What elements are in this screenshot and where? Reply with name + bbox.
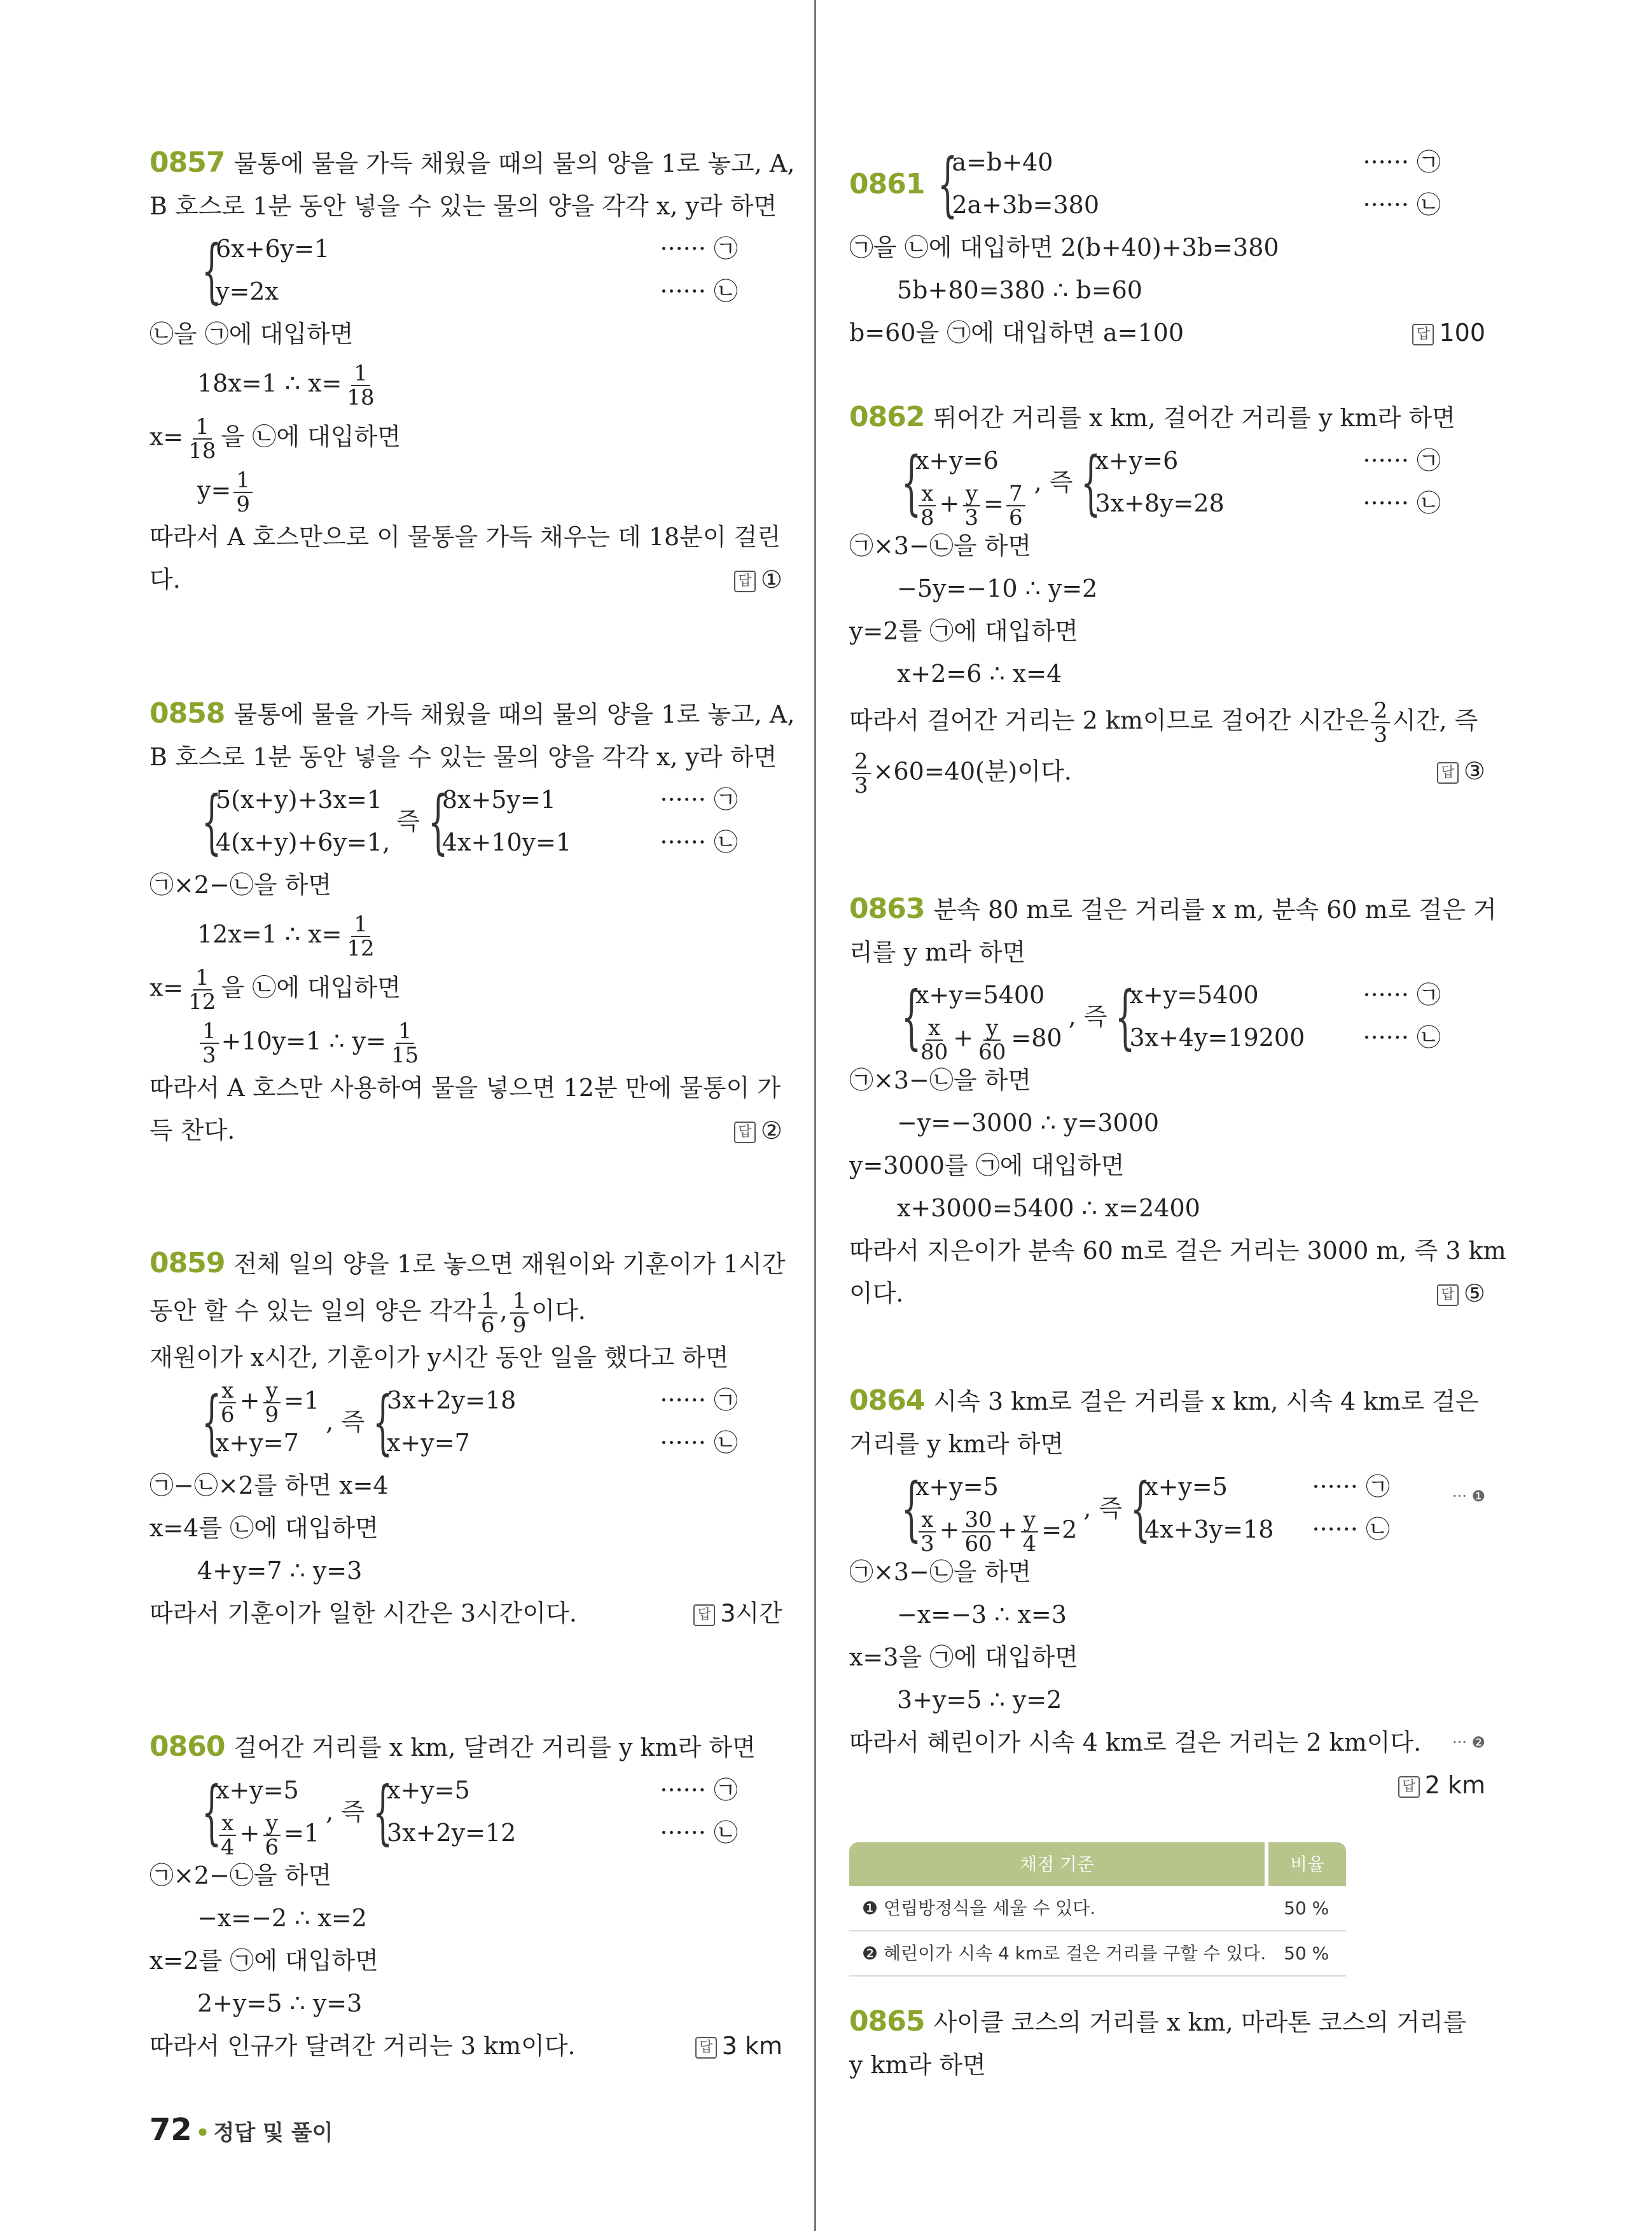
- fraction: $\frac{y}{3}$: [962, 482, 981, 529]
- text-line: 물통에 물을 가득 채웠을 때의 물의 양을 1로 놓고, A,: [233, 149, 795, 177]
- math-line: 2+y=5 ∴ y=3: [197, 1989, 363, 2017]
- math-line: $\frac{1}{3}$ +10y=1 ∴ y= $\frac{1}{15}$: [149, 1020, 782, 1067]
- equation: x+y=6: [915, 447, 999, 475]
- equation-tag: ······ ㉡: [660, 1429, 738, 1457]
- problem-number: 0859: [149, 1247, 225, 1279]
- fraction: $\frac{y}{6}$: [262, 1812, 281, 1859]
- problem-0862: [849, 396, 1485, 797]
- problem-0857: [149, 141, 795, 601]
- fraction: $\frac{1}{12}$: [188, 965, 216, 1015]
- text-line: ㉡을 ㉠에 대입하면: [149, 320, 354, 348]
- equation: 3x+2y=12: [387, 1819, 517, 1847]
- equation-tag: ······ ㉠: [1363, 981, 1441, 1009]
- fraction: $\frac{7}{6}$: [1006, 482, 1025, 529]
- text-line: 물통에 물을 가득 채웠을 때의 물의 양을 1로 놓고, A,: [233, 700, 795, 728]
- brace: {: [901, 1468, 922, 1549]
- brace: {: [372, 1381, 393, 1463]
- answer: 답 ⑤: [1437, 1272, 1485, 1315]
- fraction: $\frac{1}{12}$: [347, 912, 375, 961]
- text-line: 거리를 y km라 하면: [849, 1430, 1064, 1458]
- math-line: 3+y=5 ∴ y=2: [897, 1686, 1062, 1714]
- answer: 답 3 km: [695, 2025, 782, 2068]
- answer: 답 ①: [734, 559, 782, 601]
- ratio-cell: 50 %: [1267, 1886, 1346, 1931]
- brace: {: [901, 976, 922, 1057]
- text-line: ㉠×2−㉡을 하면: [149, 1861, 332, 1889]
- conjunction: , 즉: [326, 1407, 365, 1436]
- problem-0861: [849, 141, 1485, 354]
- equation-system: [149, 779, 782, 864]
- equation-tag: ······ ㉡: [1363, 1024, 1441, 1052]
- math-line: 따라서 걸어간 거리는 2 km이므로 걸어간 시간은 $\frac{2}{3}$ 시간, 즉: [849, 698, 1478, 747]
- text-line: 재원이가 x시간, 기훈이가 y시간 동안 일을 했다고 하면: [149, 1344, 729, 1372]
- brace: {: [938, 143, 958, 225]
- text-line: x=3을 ㉠에 대입하면: [849, 1643, 1078, 1671]
- brace: {: [1081, 441, 1101, 523]
- equation-system: { x+y=5 $\frac{x}{4}$ + $\frac{y}{6}$ =1 , 즉 { x+y=5 3x+2y=12 ······ ㉠ ······ ㉡: [149, 1769, 782, 1854]
- fraction: $\frac{x}{8}$: [918, 482, 937, 529]
- math-line: y= $\frac{1}{9}$: [149, 469, 782, 516]
- text-line: x=2를 ㉠에 대입하면: [149, 1947, 378, 1975]
- text-line: 걸어간 거리를 x km, 달려간 거리를 y km라 하면: [233, 1734, 756, 1762]
- equation-tag: ······ ㉠: [1363, 447, 1441, 475]
- equation-tag: ······ ㉠: [1312, 1473, 1390, 1501]
- equation: 2a+3b=380: [952, 191, 1100, 219]
- text-line: ㉠을 ㉡에 대입하면 2(b+40)+3b=380: [849, 233, 1279, 261]
- problem-number: 0865: [849, 2005, 925, 2038]
- equation-system: { x+y=5400 $\frac{x}{80}$ + $\frac{y}{60}$ =80 , 즉 { x+y=5400 3x+4y=19200 ······ ㉠ ······ ㉡: [849, 974, 1485, 1059]
- equation: y=2x: [216, 277, 279, 305]
- text-line: B 호스로 1분 동안 넣을 수 있는 물의 양을 각각 x, y라 하면: [149, 743, 777, 771]
- text-line: y km라 하면: [849, 2051, 986, 2079]
- problem-0863: [849, 887, 1506, 1315]
- answer: 답 ②: [734, 1109, 782, 1152]
- fraction: $\frac{y}{60}$: [978, 1015, 1006, 1065]
- brace: {: [201, 1771, 222, 1852]
- problem-number: 0864: [849, 1384, 925, 1417]
- text-line: y=3000를 ㉠에 대입하면: [849, 1151, 1125, 1179]
- fraction: $\frac{1}{6}$: [478, 1289, 497, 1337]
- problem-number: 0863: [849, 893, 925, 925]
- text-line: ㉠×3−㉡을 하면: [849, 532, 1032, 560]
- scoring-header-criteria: 채점 기준: [849, 1842, 1267, 1886]
- scoring-header-ratio: 비율: [1267, 1842, 1346, 1886]
- equation: 4x+10y=1: [441, 828, 572, 856]
- criteria-cell: ❶ 연립방정식을 세울 수 있다.: [849, 1886, 1267, 1931]
- answer-icon: 답: [734, 1122, 756, 1143]
- text-line: y=2를 ㉠에 대입하면: [849, 617, 1078, 645]
- text-line: 따라서 A 호스만으로 이 물통을 가득 채우는 데 18분이 걸린: [149, 523, 781, 551]
- brace: {: [1130, 1468, 1151, 1549]
- table-row: [849, 1886, 1346, 1931]
- conjunction: , 즉: [1068, 1002, 1107, 1031]
- problem-number: 0861: [849, 167, 925, 200]
- text-line: 리를 y m라 하면: [849, 938, 1026, 966]
- equation: x+y=5400: [1129, 981, 1259, 1009]
- page-footer: [149, 2109, 333, 2155]
- math-line: 18x=1 ∴ x= $\frac{1}{18}$: [149, 362, 782, 409]
- text-line: 득 찬다.: [149, 1116, 235, 1144]
- fraction: $\frac{x}{3}$: [918, 1508, 937, 1555]
- answer-icon: 답: [734, 571, 756, 592]
- text-line: 따라서 인규가 달려간 거리는 3 km이다.: [149, 2032, 576, 2060]
- answer-icon: 답: [695, 2037, 717, 2059]
- equation: x+y=5: [915, 1473, 999, 1501]
- step-mark-2: ··· ❷: [1452, 1734, 1485, 1751]
- equation: 8x+5y=1: [441, 786, 556, 814]
- text-line: 전체 일의 양을 1로 놓으면 재원이와 기훈이가 1시간: [233, 1250, 786, 1278]
- answer-icon: 답: [1398, 1776, 1420, 1798]
- fraction: $\frac{x}{80}$: [920, 1015, 948, 1065]
- page-section-title: 정답 및 풀이: [213, 2120, 333, 2146]
- text-line: ㉠−㉡×2를 하면 x=4: [149, 1471, 389, 1499]
- problem-0865: [849, 2000, 1485, 2087]
- equation-tag: ······ ㉡: [660, 1819, 738, 1847]
- fraction: $\frac{2}{3}$: [1371, 699, 1390, 746]
- equation-tag: ······ ㉡: [1363, 489, 1441, 517]
- text-line: 뛰어간 거리를 x km, 걸어간 거리를 y km라 하면: [933, 404, 1455, 432]
- equation: 4(x+y)+6y=1,: [216, 828, 391, 856]
- text-line: 따라서 A 호스만 사용하여 물을 넣으면 12분 만에 물통이 가: [149, 1074, 781, 1102]
- equation: 3x+4y=19200: [1129, 1024, 1305, 1052]
- math-line: −y=−3000 ∴ y=3000: [897, 1109, 1160, 1137]
- equation: a=b+40: [952, 148, 1053, 176]
- equation-tag: ······ ㉡: [1312, 1515, 1390, 1543]
- equation: x+y=6: [1095, 447, 1179, 475]
- math-line: 4+y=7 ∴ y=3: [197, 1557, 363, 1585]
- math-line: −x=−3 ∴ x=3: [897, 1601, 1067, 1629]
- problem-number: 0857: [149, 146, 225, 179]
- conjunction: 즉: [396, 807, 420, 835]
- text-line: B 호스로 1분 동안 넣을 수 있는 물의 양을 각각 x, y라 하면: [149, 192, 777, 220]
- text-line: ㉠×3−㉡을 하면: [849, 1066, 1032, 1094]
- fraction: $\frac{x}{4}$: [218, 1812, 237, 1859]
- fraction: $\frac{30}{60}$: [962, 1508, 994, 1555]
- equation-system: [149, 228, 782, 313]
- equation: 3x+2y=18: [387, 1386, 517, 1414]
- text-line: 분속 80 m로 걸은 거리를 x m, 분속 60 m로 걸은 거: [933, 896, 1497, 924]
- equation: 3x+8y=28: [1095, 489, 1225, 517]
- answer: 답 100: [1412, 312, 1485, 354]
- answer-icon: 답: [1412, 324, 1434, 345]
- criteria-cell: ❷ 혜린이가 시속 4 km로 걸은 거리를 구할 수 있다.: [849, 1931, 1267, 1976]
- equation: x+y=5400: [915, 981, 1045, 1009]
- math-line: x+3000=5400 ∴ x=2400: [897, 1194, 1200, 1222]
- scoring-table: [849, 1842, 1346, 1977]
- answer-icon: 답: [693, 1604, 715, 1626]
- page-number: 72: [149, 2112, 192, 2148]
- equation-tag: ······ ㉠: [660, 235, 738, 263]
- problem-number: 0860: [149, 1730, 225, 1763]
- problem-number: 0858: [149, 697, 225, 730]
- bullet: •: [195, 2120, 210, 2146]
- fraction: $\frac{2}{3}$: [852, 750, 871, 797]
- conjunction: , 즉: [326, 1797, 365, 1826]
- math-line: $\frac{2}{3}$ ×60=40(분)이다. 답 ③: [849, 750, 1485, 797]
- text-line: 따라서 혜린이가 시속 4 km로 걸은 거리는 2 km이다.: [849, 1728, 1422, 1756]
- fraction: $\frac{1}{18}$: [188, 414, 216, 464]
- answer: 답 ③: [1437, 750, 1485, 793]
- text-line: 시속 3 km로 걸은 거리를 x km, 시속 4 km로 걸은: [933, 1387, 1479, 1415]
- text-line: 다.: [149, 566, 181, 594]
- brace: {: [372, 1771, 393, 1852]
- equation: x+y=5: [1144, 1473, 1228, 1501]
- fraction: $\frac{1}{18}$: [347, 361, 375, 410]
- fraction: $\frac{x}{6}$: [218, 1379, 237, 1426]
- table-row: [849, 1931, 1346, 1976]
- math-line: −5y=−10 ∴ y=2: [897, 574, 1098, 602]
- equation-tag: ······ ㉠: [660, 786, 738, 814]
- brace: {: [427, 781, 448, 862]
- fraction: $\frac{1}{9}$: [510, 1289, 529, 1337]
- equation: 6x+6y=1: [216, 235, 330, 263]
- math-line: 12x=1 ∴ x= $\frac{1}{12}$: [149, 913, 782, 960]
- problem-0860: [149, 1725, 782, 2068]
- text-line: b=60을 ㉠에 대입하면 a=100: [849, 319, 1184, 347]
- equation-system: { x+y=5 $\frac{x}{3}$ + $\frac{30}{60}$ + $\frac{y}{4}$ =2 , 즉 { x+y=5 4x+3y=18 ······ ㉠ ······ ㉡ ··· ❶: [849, 1466, 1485, 1551]
- equation: x+y=7: [387, 1429, 470, 1457]
- fraction: $\frac{1}{15}$: [391, 1018, 419, 1068]
- brace: {: [901, 441, 922, 523]
- conjunction: , 즉: [1034, 468, 1073, 496]
- problem-number: 0862: [849, 401, 925, 433]
- equation-tag: ······ ㉠: [1363, 148, 1441, 176]
- text-line: ㉠×3−㉡을 하면: [849, 1558, 1032, 1586]
- math-line: 5b+80=380 ∴ b=60: [897, 276, 1142, 304]
- text-line: x=4를 ㉡에 대입하면: [149, 1514, 378, 1542]
- answer: 답 2 km: [1398, 1764, 1485, 1807]
- equation: 4x+3y=18: [1144, 1515, 1274, 1543]
- problem-0858: [149, 692, 795, 1152]
- equation-tag: ······ ㉡: [660, 277, 738, 305]
- answer-icon: 답: [1437, 762, 1459, 784]
- brace: {: [1115, 976, 1135, 1057]
- answer-icon: 답: [1437, 1284, 1459, 1306]
- text-line: 따라서 지은이가 분속 60 m로 걸은 거리는 3000 m, 즉 3 km: [849, 1237, 1506, 1265]
- equation-system: { $\frac{x}{6}$ + $\frac{y}{9}$ =1 x+y=7 , 즉 { 3x+2y=18 x+y=7 ······ ㉠ ······ ㉡: [149, 1379, 782, 1464]
- equation-tag: ······ ㉠: [660, 1386, 738, 1414]
- brace: {: [201, 781, 222, 862]
- equation: x+y=5: [216, 1776, 299, 1804]
- text-line: 이다.: [849, 1279, 904, 1307]
- problem-0859: [149, 1242, 786, 1635]
- equation-system: { x+y=6 $\frac{x}{8}$ + $\frac{y}{3}$ = $\frac{7}{6}$ , 즉 { x+y=6 3x+8y=28 ······ ㉠ ······ ㉡: [849, 440, 1485, 525]
- right-column: [849, 0, 1506, 2231]
- math-line: x+2=6 ∴ x=4: [897, 660, 1062, 688]
- step-mark-1: ··· ❶: [1452, 1487, 1485, 1505]
- answer: 답 3시간: [693, 1592, 782, 1635]
- equation: x+y=7: [216, 1429, 299, 1457]
- equation-tag: ······ ㉠: [660, 1776, 738, 1804]
- equation-system: [849, 141, 1485, 226]
- equation-tag: ······ ㉡: [660, 828, 738, 856]
- math-line: −x=−2 ∴ x=2: [197, 1904, 367, 1932]
- column-divider: [814, 0, 816, 2231]
- left-column: [149, 0, 795, 2231]
- brace: {: [201, 1381, 222, 1463]
- fraction: $\frac{y}{4}$: [1020, 1508, 1039, 1555]
- text-line: 따라서 기훈이가 일한 시간은 3시간이다.: [149, 1599, 577, 1627]
- fraction: $\frac{1}{9}$: [233, 469, 253, 516]
- math-line: x= $\frac{1}{12}$ 을 ㉡에 대입하면: [149, 965, 401, 1015]
- math-line: x= $\frac{1}{18}$ 을 ㉡에 대입하면: [149, 414, 401, 464]
- math-line: 동안 할 수 있는 일의 양은 각각 $\frac{1}{6}$ , $\frac{1}{9}$ 이다.: [149, 1288, 586, 1338]
- fraction: $\frac{1}{3}$: [200, 1020, 219, 1067]
- text-line: 사이클 코스의 거리를 x km, 마라톤 코스의 거리를: [933, 2008, 1467, 2036]
- ratio-cell: 50 %: [1267, 1931, 1346, 1976]
- equation: 5(x+y)+3x=1: [216, 786, 383, 814]
- text-line: ㉠×2−㉡을 하면: [149, 871, 332, 899]
- problem-0864: [849, 1379, 1485, 1964]
- equation: x+y=5: [387, 1776, 470, 1804]
- brace: {: [201, 230, 222, 311]
- fraction: $\frac{y}{9}$: [262, 1379, 281, 1426]
- equation-tag: ······ ㉡: [1363, 191, 1441, 219]
- conjunction: , 즉: [1083, 1494, 1123, 1522]
